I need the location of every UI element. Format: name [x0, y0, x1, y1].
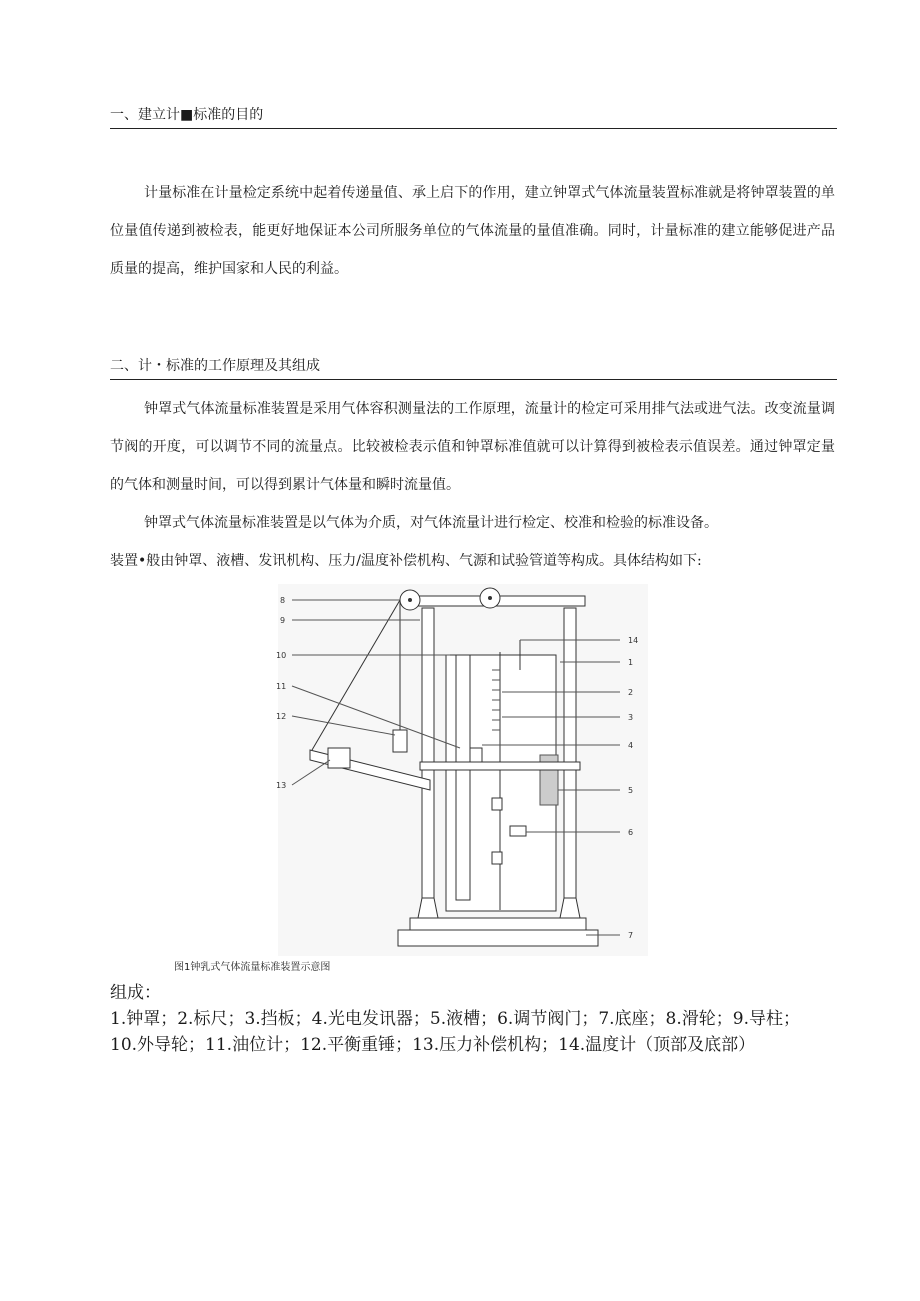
- section2-body: [110, 390, 835, 580]
- label-6: 6: [628, 828, 634, 837]
- section2-paragraph-3: 装置•般由钟罩、液槽、发讯机构、压力/温度补偿机构、气源和试验管道等构成。具体结构如下:: [110, 553, 702, 569]
- photo-sensor: [470, 748, 482, 762]
- right-column-foot: [560, 898, 580, 918]
- legend-line-2: 10.外导轮；11.油位计；12.平衡重锤；13.压力补偿机构；14.温度计（顶部及底部）: [110, 1035, 756, 1055]
- label-13: 13: [276, 781, 287, 790]
- label-9: 9: [280, 616, 286, 625]
- valve-1: [492, 798, 502, 810]
- cross-bar: [420, 762, 580, 770]
- left-guide-column: [422, 608, 434, 908]
- label-8: 8: [280, 596, 286, 605]
- label-10: 10: [276, 651, 287, 660]
- section2-paragraph-1: 钟罩式气体流量标准装置是采用气体容积测量法的工作原理，流量计的检定可采用排气法或进气法。改变流量调节阀的开度，可以调节不同的流量点。比较被检表示值和钟罩标准值就可以计算得到被检表示值误差。通过钟罩定量的气体和测量时间，可以得到累计气体量和瞬时流量值。: [110, 401, 835, 493]
- bell-prover-diagram: [270, 580, 660, 960]
- section1-text: 计量标准在计量检定系统中起着传递量值、承上启下的作用，建立钟罩式气体流量装置标准就是将钟罩装置的单位量值传递到被检表，能更好地保证本公司所服务单位的气体流量的量值准确。同时，计量标准的建立能够促进产品质量的提高，维护国家和人民的利益。: [110, 185, 835, 277]
- adjusting-valve: [510, 826, 526, 836]
- section2-paragraph-2: 钟罩式气体流量标准装置是以气体为介质，对气体流量计进行检定、校准和检验的标准设备。: [144, 515, 718, 531]
- legend-title: 组成：: [110, 983, 161, 1003]
- label-4: 4: [628, 741, 634, 750]
- pressure-block: [328, 748, 350, 768]
- legend-line-1: 1.钟罩；2.标尺；3.挡板；4.光电发讯器；5.液槽；6.调节阀门；7.底座；8.滑轮；9.导柱；: [110, 1009, 800, 1029]
- balance-weight: [393, 730, 407, 752]
- left-column-foot: [418, 898, 438, 918]
- base-step: [410, 918, 586, 930]
- label-3: 3: [628, 713, 634, 722]
- bell-wall: [456, 655, 470, 900]
- label-7: 7: [628, 931, 634, 940]
- label-2: 2: [628, 688, 634, 697]
- section1-paragraph: [110, 174, 835, 288]
- base-plate: [398, 930, 598, 946]
- right-guide-column: [564, 608, 576, 908]
- label-14: 14: [628, 636, 639, 645]
- label-5: 5: [628, 786, 634, 795]
- figure-caption: 图1钟乳式气体流量标准装置示意图: [174, 962, 331, 973]
- diagram-svg: [270, 580, 660, 960]
- section2-heading: 二、计・标准的工作原理及其组成: [110, 355, 837, 380]
- section1-heading: 一、建立计■标准的目的: [110, 104, 837, 129]
- label-12: 12: [276, 712, 287, 721]
- components-legend: [110, 980, 840, 1058]
- valve-2: [492, 852, 502, 864]
- label-11: 11: [276, 682, 287, 691]
- label-1: 1: [628, 658, 634, 667]
